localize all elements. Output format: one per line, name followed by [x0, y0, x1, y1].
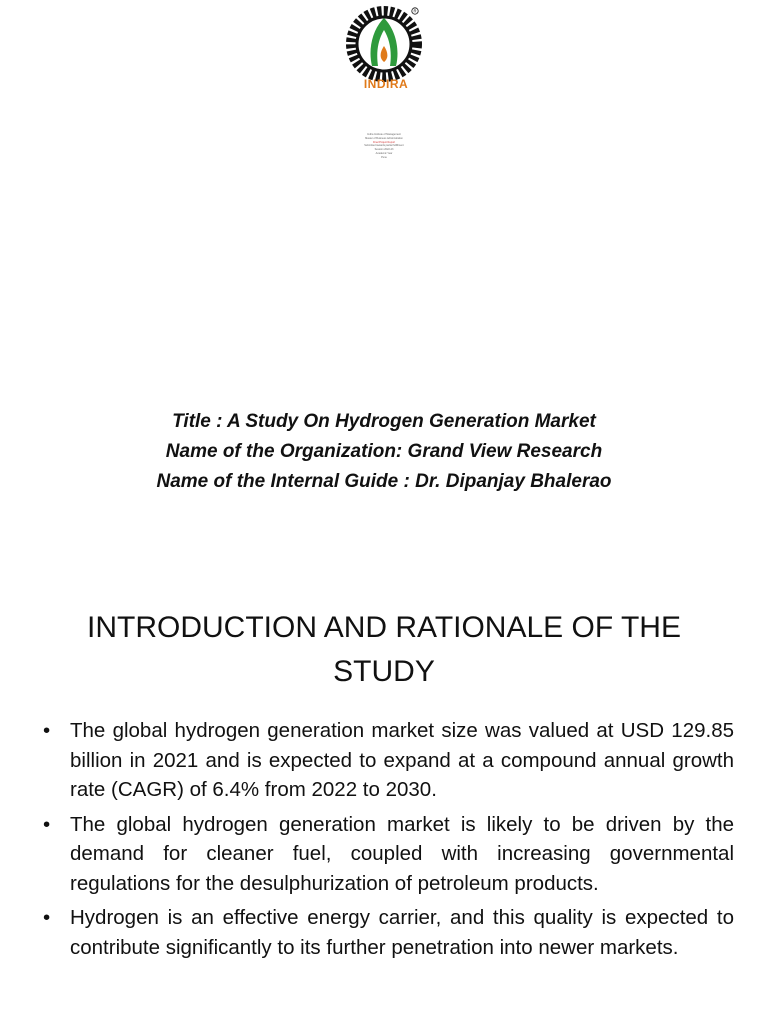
internal-guide-name: Name of the Internal Guide : Dr. Dipanjay Bhalerao: [156, 471, 612, 492]
fine-print-line: Session 2022-23: [374, 148, 394, 152]
section-heading-line: INTRODUCTION AND RATIONALE OF THE: [87, 611, 681, 644]
bullet-icon: •: [43, 812, 51, 836]
section-heading: [40, 606, 728, 694]
bullet-icon: •: [43, 719, 51, 742]
fine-print-line: Academic Year: [375, 151, 393, 155]
title-block: [0, 407, 768, 497]
fine-print-line: Final Project Report: [372, 140, 396, 144]
logo-wordmark: INDIRA: [363, 77, 409, 91]
list-item: [40, 903, 734, 962]
list-item: [40, 810, 734, 899]
bullet-list: [40, 716, 734, 967]
fine-print-line: Submitted towards partial fulfillment: [364, 144, 404, 148]
organization-name: Name of the Organization: Grand View Research: [165, 441, 603, 462]
list-item: [40, 716, 734, 805]
fine-print-line: Pune: [381, 155, 387, 159]
bullet-text: Hydrogen is an effective energy carrier, and this quality is expected to contribute significantly to its further penetration into newer markets.: [70, 906, 734, 959]
project-title: Title : A Study On Hydrogen Generation Market: [172, 411, 596, 432]
bullet-text: The global hydrogen generation market is likely to be driven by the demand for cleaner fuel, coupled with increasing governmental regulations for the desulphurization of petroleum products.: [70, 812, 734, 895]
fine-print-line: Master of Business Administration: [365, 136, 403, 140]
svg-text:R: R: [413, 8, 417, 14]
bullet-text: The global hydrogen generation market size was valued at USD 129.85 billion in 2021 and is expected to expand at a compound annual growth rate (CAGR) of 6.4% from 2022 to 2030.: [70, 719, 734, 801]
bullet-icon: •: [43, 906, 51, 929]
fine-print-block: [300, 133, 468, 160]
fine-print-line: Indira Institute of Management: [367, 133, 401, 136]
section-heading-line: STUDY: [333, 655, 435, 688]
